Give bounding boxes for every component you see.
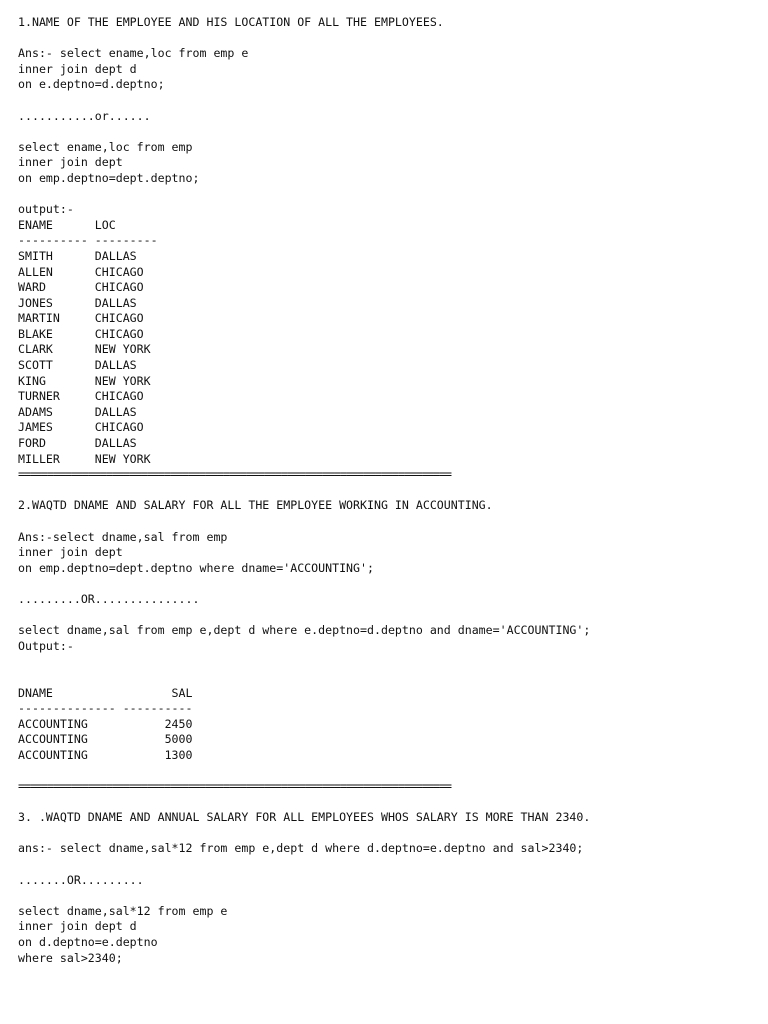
output-table-header: DNAME SAL [18,685,193,700]
output-table-row: ADAMS DALLAS [18,404,137,419]
section-separator: ========================================================================== [18,779,451,794]
blank-line [18,826,758,842]
output-table-row: JONES DALLAS [18,295,137,310]
blank-line [18,654,758,670]
output-table-row: SMITH DALLAS [18,248,137,263]
output-table-row: MARTIN CHICAGO [18,311,144,326]
blank-line [18,795,758,811]
blank-line [18,483,758,499]
alt-query-3-line: select dname,sal*12 from emp e [18,903,228,918]
output-table-row: CLARK NEW YORK [18,342,151,357]
alt-query-2-line: select dname,sal from emp e,dept d where e.deptno=d.deptno and dname='ACCOUNTING'; [18,623,591,638]
document-page [18,15,758,966]
output-label: Output:- [18,638,74,653]
answer-3-query-line: ans:- select dname,sal*12 from emp e,dept d where d.deptno=e.deptno and sal>2340; [18,841,584,856]
answer-2-query-line: on emp.deptno=dept.deptno where dname='ACCOUNTING'; [18,560,374,575]
output-table-row: FORD DALLAS [18,436,137,451]
section-separator: ========================================================================== [18,467,451,482]
answer-2-query-line: Ans:-select dname,sal from emp [18,529,228,544]
alt-query-1-line: select ename,loc from emp [18,139,193,154]
output-table-rule: ---------- --------- [18,233,158,248]
blank-line [18,514,758,530]
blank-line [18,608,758,624]
output-table-rule: -------------- ---------- [18,701,193,716]
question-3-title: 3. .WAQTD DNAME AND ANNUAL SALARY FOR ALL EMPLOYEES WHOS SALARY IS MORE THAN 2340. [18,810,591,825]
output-table-row: ALLEN CHICAGO [18,264,144,279]
alt-query-1-line: inner join dept [18,155,123,170]
output-table-header: ENAME LOC [18,217,116,232]
output-label: output:- [18,202,74,217]
output-table-row: BLAKE CHICAGO [18,326,144,341]
output-table-row: TURNER CHICAGO [18,389,144,404]
or-divider: .......OR......... [18,872,144,887]
blank-line [18,31,758,47]
output-table-row: SCOTT DALLAS [18,358,137,373]
alt-query-3-line: where sal>2340; [18,950,123,965]
output-table-row: KING NEW YORK [18,373,151,388]
question-2-title: 2.WAQTD DNAME AND SALARY FOR ALL THE EMPLOYEE WORKING IN ACCOUNTING. [18,498,493,513]
blank-line [18,124,758,140]
alt-query-3-line: on d.deptno=e.deptno [18,935,158,950]
answer-2-query-line: inner join dept [18,545,123,560]
or-divider: .........OR............... [18,591,200,606]
alt-query-3-line: inner join dept d [18,919,137,934]
output-table-row: JAMES CHICAGO [18,420,144,435]
alt-query-1-line: on emp.deptno=dept.deptno; [18,170,200,185]
blank-line [18,857,758,873]
or-divider: ...........or...... [18,108,151,123]
answer-1-query-line: on e.deptno=d.deptno; [18,77,165,92]
blank-line [18,764,758,780]
output-table-row: MILLER NEW YORK [18,451,151,466]
answer-1-query-line: Ans:- select ename,loc from emp e [18,46,249,61]
output-table-row: WARD CHICAGO [18,280,144,295]
blank-line [18,187,758,203]
blank-line [18,576,758,592]
blank-line [18,93,758,109]
output-table-row: ACCOUNTING 5000 [18,732,193,747]
question-1-title: 1.NAME OF THE EMPLOYEE AND HIS LOCATION OF ALL THE EMPLOYEES. [18,15,444,29]
answer-1-query-line: inner join dept d [18,61,137,76]
blank-line [18,670,758,686]
blank-line [18,888,758,904]
output-table-row: ACCOUNTING 1300 [18,747,193,762]
output-table-row: ACCOUNTING 2450 [18,716,193,731]
